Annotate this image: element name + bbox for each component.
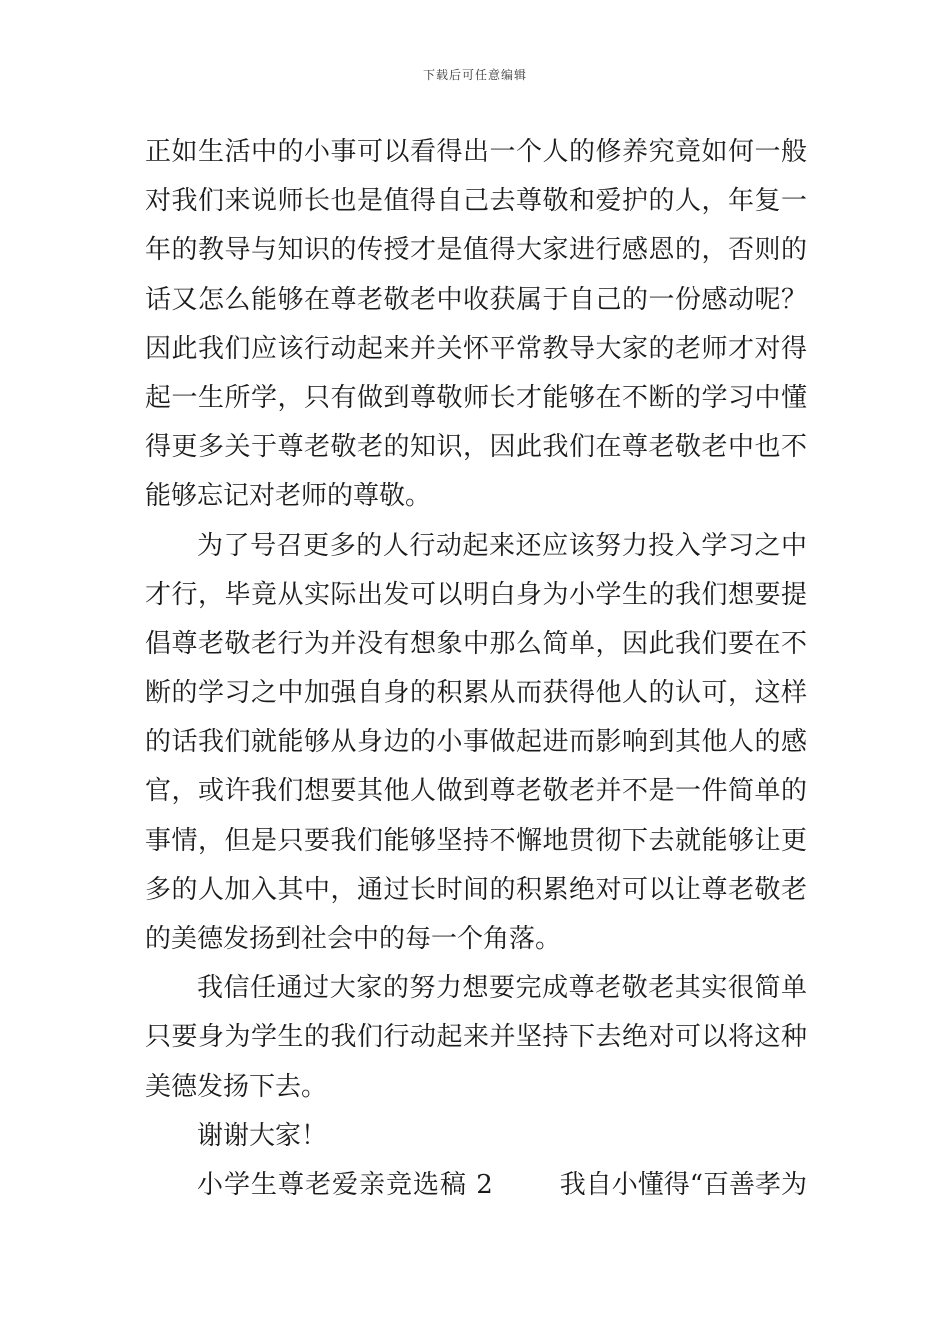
text-line: 美德发扬下去。 — [145, 1071, 328, 1102]
closing-line: 谢谢大家！ — [197, 1120, 328, 1151]
text-line: 对我们来说师长也是值得自己去尊敬和爱护的人，年复一 — [145, 186, 807, 217]
text-line: 为了号召更多的人行动起来还应该努力投入学习之中 — [197, 530, 807, 561]
text-line: 的美德发扬到社会中的每一个角落。 — [145, 924, 562, 954]
text-line: 话又怎么能够在尊老敬老中收获属于自己的一份感动呢？ — [145, 284, 807, 315]
paragraph-3 — [145, 964, 807, 1112]
text-line: 年的教导与知识的传授才是值得大家进行感恩的，否则的 — [145, 235, 807, 266]
text-line: 官，或许我们想要其他人做到尊老敬老并不是一件简单的 — [145, 776, 807, 807]
text-line: 能够忘记对老师的尊敬。 — [145, 481, 432, 512]
text-line: 得更多关于尊老敬老的知识，因此我们在尊老敬老中也不 — [145, 432, 807, 463]
text-line: 只要身为学生的我们行动起来并坚持下去绝对可以将这种 — [145, 1022, 807, 1053]
section-title: 小学生尊老爱亲竞选稿 2 — [197, 1169, 494, 1200]
document-body — [145, 128, 807, 1210]
text-line: 倡尊老敬老行为并没有想象中那么简单，因此我们要在不 — [145, 628, 807, 659]
text-line: 正如生活中的小事可以看得出一个人的修养究竟如何一般 — [145, 137, 807, 167]
text-line: 事情，但是只要我们能够坚持不懈地贯彻下去就能够让更 — [145, 825, 807, 856]
text-line: 才行，毕竟从实际出发可以明白身为小学生的我们想要提 — [145, 579, 807, 610]
text-line: 多的人加入其中，通过长时间的积累绝对可以让尊老敬老 — [145, 874, 807, 905]
text-line: 的话我们就能够从身边的小事做起进而影响到其他人的感 — [145, 727, 807, 758]
paragraph-1 — [145, 128, 807, 522]
paragraph-4 — [145, 1112, 807, 1161]
text-line: 断的学习之中加强自身的积累从而获得他人的认可，这样 — [145, 678, 807, 709]
text-line: 因此我们应该行动起来并关怀平常教导大家的老师才对得 — [145, 333, 807, 364]
section-title-line — [145, 1161, 807, 1210]
text-line: 起一生所学，只有做到尊敬师长才能够在不断的学习中懂 — [145, 382, 807, 413]
section-opening-text: 我自小懂得“百善孝为 — [559, 1169, 807, 1200]
page-header: 下载后可任意编辑 — [422, 68, 527, 82]
text-line: 我信任通过大家的努力想要完成尊老敬老其实很简单 — [197, 973, 807, 1004]
paragraph-2 — [145, 522, 807, 965]
